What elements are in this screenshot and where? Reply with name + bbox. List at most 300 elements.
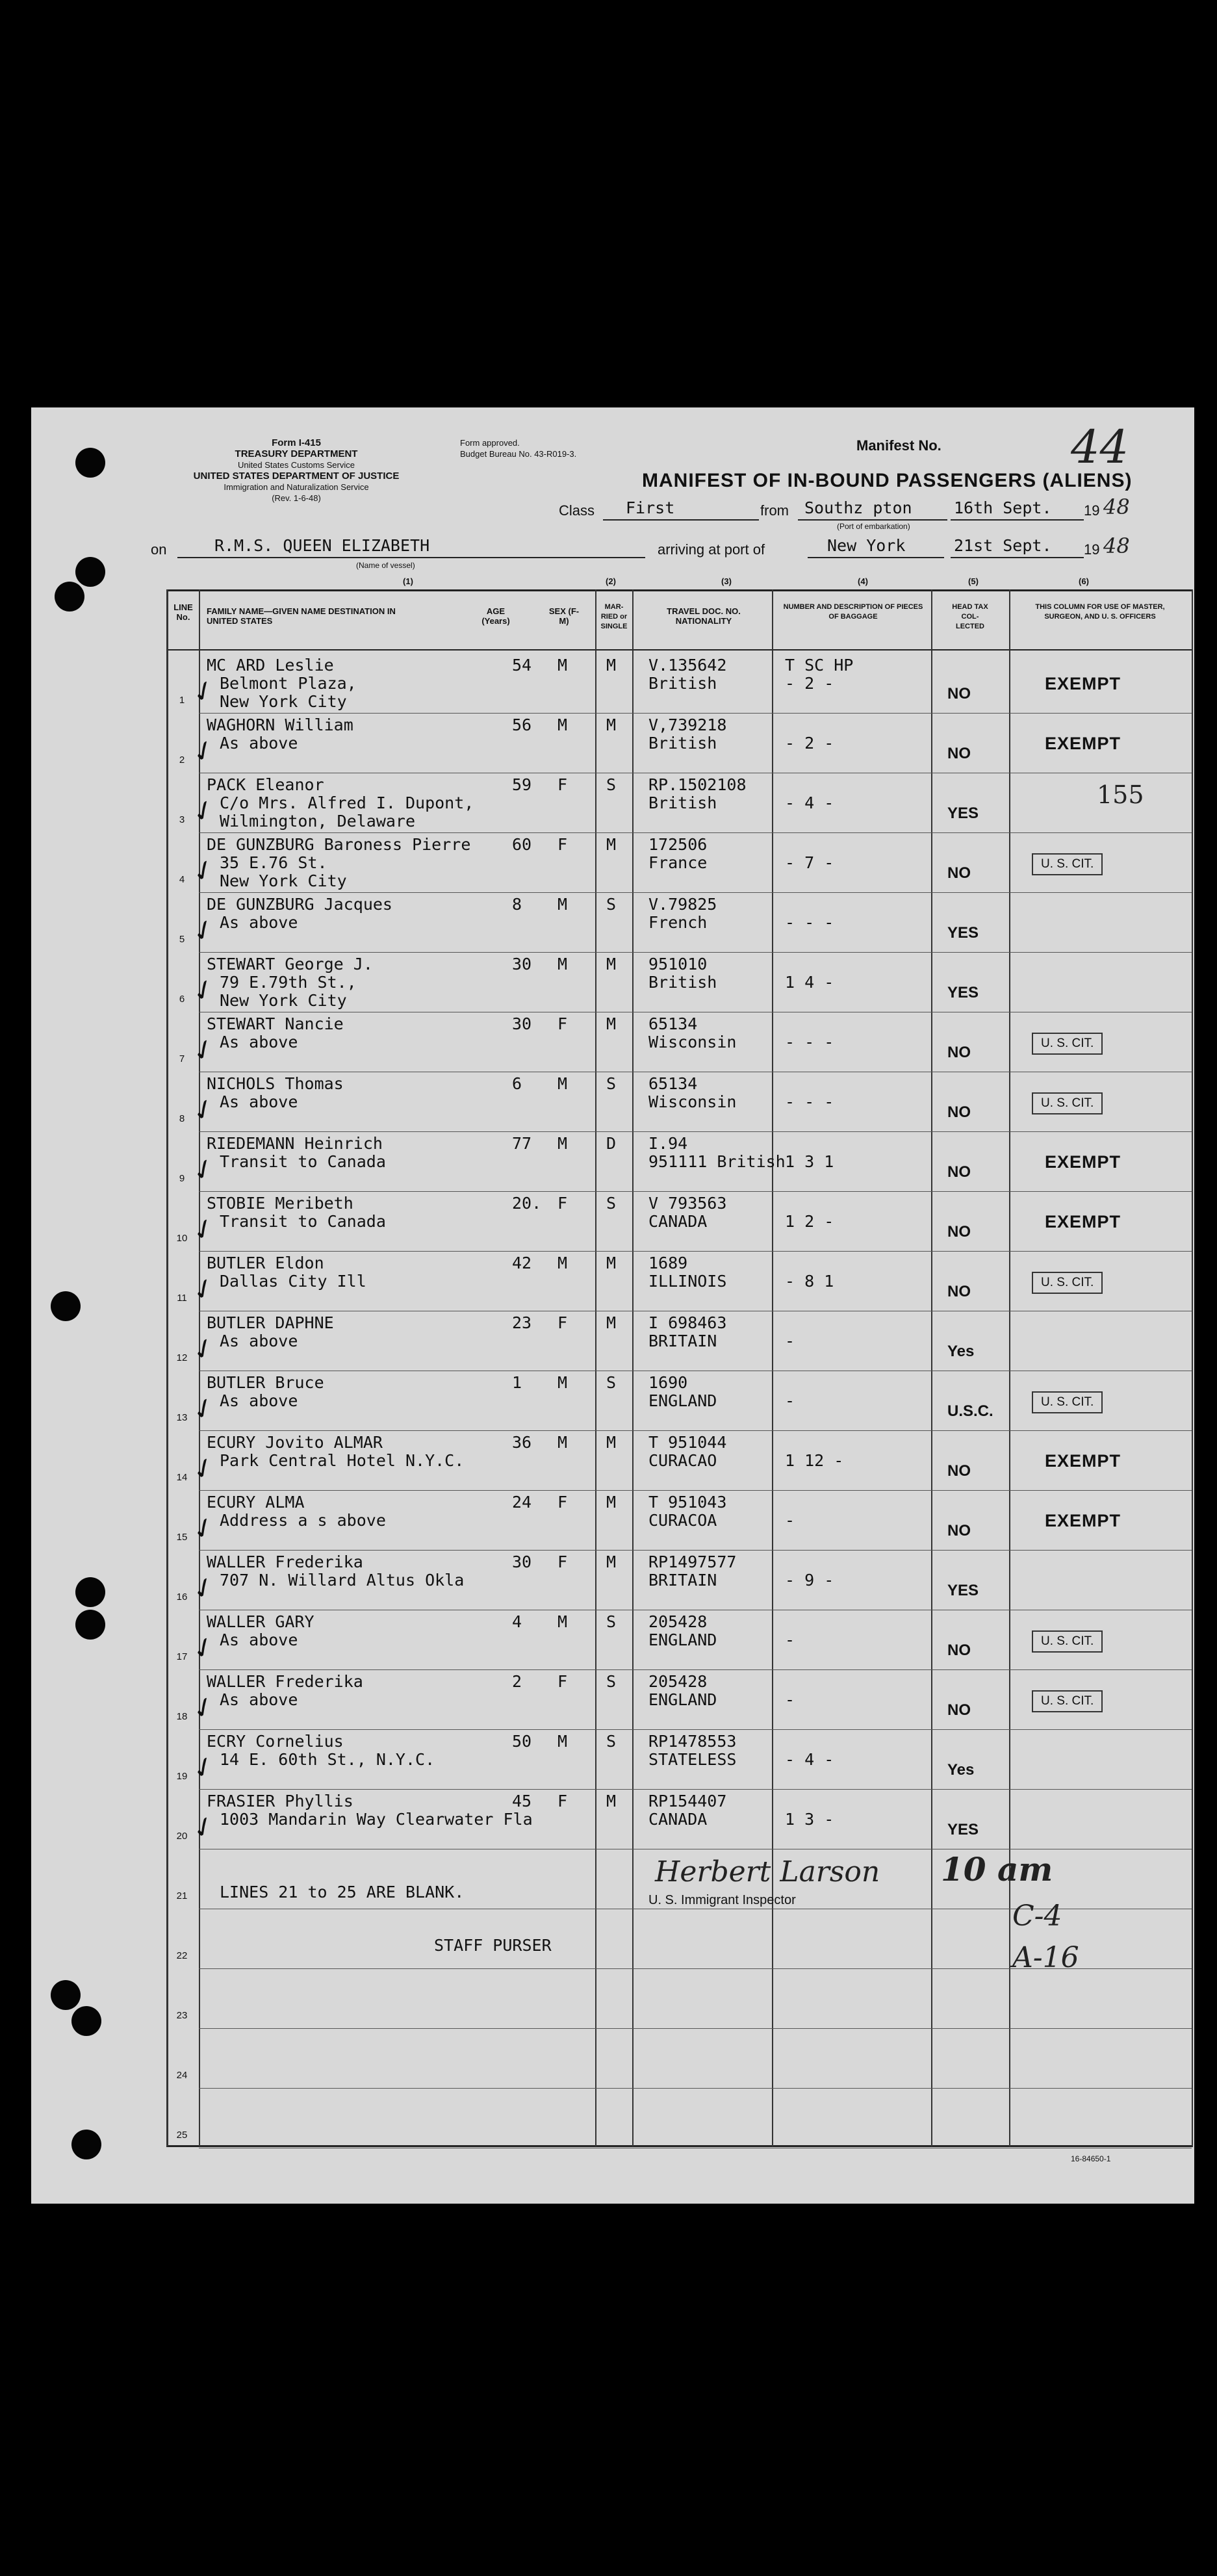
nationality: CURACAO bbox=[648, 1451, 717, 1470]
line-number: 12 bbox=[176, 1352, 188, 1363]
baggage-count: - bbox=[785, 1690, 795, 1709]
time-note: 10 am bbox=[941, 1850, 1053, 1888]
port-embark-label: (Port of embarkation) bbox=[837, 522, 910, 531]
sex: F bbox=[557, 1493, 568, 1512]
destination: Dallas City Ill bbox=[220, 1272, 366, 1291]
passenger-name: WALLER Frederika bbox=[207, 1552, 363, 1571]
line-number: 21 bbox=[176, 1890, 188, 1901]
age: 36 bbox=[512, 1433, 532, 1452]
nationality: Wisconsin bbox=[648, 1092, 737, 1111]
destination: 1003 Mandarin Way Clearwater Fla bbox=[220, 1810, 533, 1829]
sex: F bbox=[557, 1552, 568, 1571]
marital-status: M bbox=[606, 1433, 617, 1452]
travel-doc: 172506 bbox=[648, 835, 708, 854]
sex: F bbox=[557, 835, 568, 854]
line-number: 14 bbox=[176, 1472, 188, 1483]
nationality: Wisconsin bbox=[648, 1033, 737, 1051]
baggage-count: 1 12 - bbox=[785, 1451, 844, 1470]
form-agency-header bbox=[153, 437, 439, 504]
line-number: 5 bbox=[179, 934, 185, 945]
baggage-count: 1 2 - bbox=[785, 1212, 834, 1231]
age: 24 bbox=[512, 1493, 532, 1512]
departure-year: 48 bbox=[1103, 495, 1130, 519]
travel-doc: RP1478553 bbox=[648, 1732, 737, 1751]
head-tax: NO bbox=[947, 864, 971, 882]
destination: C/o Mrs. Alfred I. Dupont, bbox=[220, 793, 474, 812]
head-tax: NO bbox=[947, 1462, 971, 1480]
age: 6 bbox=[512, 1074, 522, 1093]
baggage-count: - 8 1 bbox=[785, 1272, 834, 1291]
marital-status: M bbox=[606, 715, 617, 734]
line-number: 20 bbox=[176, 1831, 188, 1842]
check-mark-icon: ✓ bbox=[186, 1148, 220, 1190]
destination: 707 N. Willard Altus Okla bbox=[220, 1571, 465, 1590]
marital-status: M bbox=[606, 656, 617, 675]
travel-doc: 65134 bbox=[648, 1074, 698, 1093]
sex: M bbox=[557, 1433, 568, 1452]
passenger-name: BUTLER Eldon bbox=[207, 1254, 324, 1272]
col-num-5: (5) bbox=[968, 576, 979, 586]
officer-note: U. S. CIT. bbox=[1032, 853, 1103, 875]
punch-hole bbox=[75, 448, 105, 478]
marital-status: M bbox=[606, 1493, 617, 1512]
check-mark-icon: ✓ bbox=[186, 1088, 220, 1130]
row-rule bbox=[199, 832, 1192, 833]
nationality: British bbox=[648, 734, 717, 753]
passenger-name: ECRY Cornelius bbox=[207, 1732, 344, 1751]
baggage-count: - 2 - bbox=[785, 734, 834, 753]
destination: As above bbox=[220, 1391, 298, 1410]
travel-doc: I.94 bbox=[648, 1134, 688, 1153]
destination-line2: New York City bbox=[220, 871, 347, 890]
manifest-number: 44 bbox=[1071, 420, 1129, 474]
age: 1 bbox=[512, 1373, 522, 1392]
destination: Park Central Hotel N.Y.C. bbox=[220, 1451, 465, 1470]
destination: 14 E. 60th St., N.Y.C. bbox=[220, 1750, 435, 1769]
table-row bbox=[31, 1491, 1194, 1551]
baggage-count: - - - bbox=[785, 1092, 834, 1111]
class-label: Class bbox=[559, 502, 595, 519]
marital-status: S bbox=[606, 1074, 617, 1093]
age: 54 bbox=[512, 656, 532, 675]
nationality: ENGLAND bbox=[648, 1690, 717, 1709]
age: 59 bbox=[512, 775, 532, 794]
sex: F bbox=[557, 1792, 568, 1810]
table-row bbox=[31, 1252, 1194, 1312]
line-number: 7 bbox=[179, 1053, 185, 1064]
sex: F bbox=[557, 1672, 568, 1691]
blank-lines-note: LINES 21 to 25 ARE BLANK. bbox=[220, 1883, 465, 1901]
sex: F bbox=[557, 775, 568, 794]
officer-note: U. S. CIT. bbox=[1032, 1092, 1103, 1114]
marital-status: S bbox=[606, 1612, 617, 1631]
line-number: 24 bbox=[176, 2070, 188, 2081]
sex: M bbox=[557, 895, 568, 914]
head-tax: Yes bbox=[947, 1343, 975, 1360]
head-tax: YES bbox=[947, 805, 979, 822]
manifest-no-label: Manifest No. bbox=[856, 437, 942, 454]
row-rule bbox=[199, 1669, 1192, 1670]
row-rule bbox=[199, 1729, 1192, 1730]
check-mark-icon: ✓ bbox=[186, 1507, 220, 1549]
head-tax: NO bbox=[947, 685, 971, 702]
line-number: 8 bbox=[179, 1113, 185, 1124]
check-mark-icon: ✓ bbox=[186, 1686, 220, 1728]
budget-bureau: Budget Bureau No. 43-R019-3. bbox=[460, 449, 577, 459]
travel-doc: V.135642 bbox=[648, 656, 727, 675]
age: 23 bbox=[512, 1313, 532, 1332]
table-header-rule bbox=[166, 649, 1193, 650]
baggage-count: - 9 - bbox=[785, 1571, 834, 1590]
travel-doc: T 951044 bbox=[648, 1433, 727, 1452]
line-number: 25 bbox=[176, 2130, 188, 2141]
table-row bbox=[31, 774, 1194, 834]
sex: F bbox=[557, 1014, 568, 1033]
head-tax: NO bbox=[947, 1283, 971, 1300]
col-num-3: (3) bbox=[721, 576, 732, 586]
baggage-count: - - - bbox=[785, 1033, 834, 1051]
passenger-name: ECURY Jovito ALMAR bbox=[207, 1433, 383, 1452]
row-rule bbox=[199, 1789, 1192, 1790]
destination: Belmont Plaza, bbox=[220, 674, 357, 693]
year-prefix: 19 bbox=[1084, 502, 1100, 519]
line-number: 9 bbox=[179, 1173, 185, 1184]
destination: Transit to Canada bbox=[220, 1152, 386, 1171]
head-tax: NO bbox=[947, 1522, 971, 1539]
sex: M bbox=[557, 1254, 568, 1272]
baggage-count: - - - bbox=[785, 913, 834, 932]
travel-doc: 65134 bbox=[648, 1014, 698, 1033]
check-mark-icon: ✓ bbox=[186, 1328, 220, 1369]
baggage-count: - 4 - bbox=[785, 1750, 834, 1769]
blank-row bbox=[31, 1970, 1194, 2029]
row-rule bbox=[199, 1550, 1192, 1551]
baggage-count: 1 4 - bbox=[785, 973, 834, 992]
age: 42 bbox=[512, 1254, 532, 1272]
age: 77 bbox=[512, 1134, 532, 1153]
row-rule bbox=[199, 892, 1192, 893]
form-approved: Form approved. bbox=[460, 438, 520, 448]
table-row bbox=[31, 1133, 1194, 1192]
treasury-dept: TREASURY DEPARTMENT bbox=[235, 448, 358, 459]
arrival-year: 48 bbox=[1103, 534, 1130, 558]
nationality: ENGLAND bbox=[648, 1630, 717, 1649]
destination: 79 E.79th St., bbox=[220, 973, 357, 992]
destination: 35 E.76 St. bbox=[220, 853, 327, 872]
punch-hole bbox=[75, 557, 105, 587]
head-tax: YES bbox=[947, 1821, 979, 1838]
ins-label: Immigration and Naturalization Service bbox=[224, 482, 369, 492]
head-tax: NO bbox=[947, 1642, 971, 1659]
line-number: 6 bbox=[179, 994, 185, 1005]
col-num-4: (4) bbox=[858, 576, 868, 586]
staff-purser-label: STAFF PURSER bbox=[434, 1936, 552, 1955]
line-number: 10 bbox=[176, 1233, 188, 1244]
table-row bbox=[31, 834, 1194, 894]
line-number: 1 bbox=[179, 695, 185, 706]
head-tax: NO bbox=[947, 1223, 971, 1241]
destination: As above bbox=[220, 734, 298, 753]
passenger-name: DE GUNZBURG Baroness Pierre bbox=[207, 835, 471, 854]
sex: M bbox=[557, 1134, 568, 1153]
manifest-sheet bbox=[31, 407, 1194, 2204]
check-mark-icon: ✓ bbox=[186, 1208, 220, 1250]
head-tax: YES bbox=[947, 1582, 979, 1599]
marital-status: M bbox=[606, 1014, 617, 1033]
nationality: BRITAIN bbox=[648, 1571, 717, 1590]
officer-note: EXEMPT bbox=[1045, 674, 1121, 693]
nationality: BRITAIN bbox=[648, 1332, 717, 1350]
table-row bbox=[31, 1551, 1194, 1611]
col-name: FAMILY NAME—GIVEN NAME DESTINATION IN UNITED STATES bbox=[207, 606, 396, 626]
passenger-name: STOBIE Meribeth bbox=[207, 1194, 353, 1213]
manifest-title: MANIFEST OF IN-BOUND PASSENGERS (ALIENS) bbox=[642, 470, 1133, 491]
line-number: 18 bbox=[176, 1711, 188, 1722]
line-number: 11 bbox=[177, 1293, 187, 1304]
check-mark-icon: ✓ bbox=[186, 849, 220, 891]
head-tax: NO bbox=[947, 1701, 971, 1719]
row-rule bbox=[199, 1490, 1192, 1491]
officer-note: U. S. CIT. bbox=[1032, 1690, 1103, 1712]
travel-doc: RP1497577 bbox=[648, 1552, 737, 1571]
check-mark-icon: ✓ bbox=[186, 1746, 220, 1788]
destination: As above bbox=[220, 913, 298, 932]
passenger-name: WAGHORN William bbox=[207, 715, 353, 734]
row-rule bbox=[199, 1131, 1192, 1132]
head-tax: U.S.C. bbox=[947, 1402, 993, 1420]
col-num-1: (1) bbox=[403, 576, 413, 586]
travel-doc: V,739218 bbox=[648, 715, 727, 734]
vessel-name-label: (Name of vessel) bbox=[356, 561, 415, 570]
passenger-name: WALLER GARY bbox=[207, 1612, 314, 1631]
table-row bbox=[31, 1432, 1194, 1491]
travel-doc: RP.1502108 bbox=[648, 775, 747, 794]
passenger-name: FRASIER Phyllis bbox=[207, 1792, 353, 1810]
nationality: 951111 British bbox=[648, 1152, 786, 1171]
col-line-no: LINE No. bbox=[173, 602, 193, 622]
age: 45 bbox=[512, 1792, 532, 1810]
head-tax: NO bbox=[947, 1103, 971, 1121]
check-mark-icon: ✓ bbox=[186, 670, 220, 712]
blank-row bbox=[31, 2029, 1194, 2089]
travel-doc: V.79825 bbox=[648, 895, 717, 914]
passenger-name: STEWART Nancie bbox=[207, 1014, 344, 1033]
age: 4 bbox=[512, 1612, 522, 1631]
nationality: STATELESS bbox=[648, 1750, 737, 1769]
destination-line2: New York City bbox=[220, 692, 347, 711]
col-baggage: NUMBER AND DESCRIPTION OF PIECES OF BAGGAGE bbox=[783, 603, 923, 621]
from-port: Southz pton bbox=[804, 498, 912, 517]
table-row bbox=[31, 654, 1194, 714]
travel-doc: RP154407 bbox=[648, 1792, 727, 1810]
officer-note: EXEMPT bbox=[1045, 1152, 1121, 1172]
age: 50 bbox=[512, 1732, 532, 1751]
marital-status: S bbox=[606, 1672, 617, 1691]
col-head-tax: HEAD TAX COL-LECTED bbox=[952, 603, 988, 630]
marital-status: D bbox=[606, 1134, 617, 1153]
table-top-rule bbox=[166, 589, 1193, 591]
col-married: MAR-RIED or SINGLE bbox=[600, 603, 628, 630]
sex: M bbox=[557, 955, 568, 973]
line-number: 22 bbox=[176, 1950, 188, 1961]
marital-status: S bbox=[606, 895, 617, 914]
age: 8 bbox=[512, 895, 522, 914]
nationality: British bbox=[648, 973, 717, 992]
destination: As above bbox=[220, 1630, 298, 1649]
marital-status: M bbox=[606, 1313, 617, 1332]
table-row bbox=[31, 953, 1194, 1013]
inspector-signature: Herbert Larson bbox=[655, 1855, 880, 1888]
col-travel-doc: TRAVEL DOC. NO. NATIONALITY bbox=[667, 606, 741, 626]
check-mark-icon: ✓ bbox=[186, 790, 220, 831]
age: 2 bbox=[512, 1672, 522, 1691]
officer-note: 155 bbox=[1097, 780, 1144, 809]
head-tax: NO bbox=[947, 1044, 971, 1061]
sex: M bbox=[557, 1732, 568, 1751]
table-row bbox=[31, 1073, 1194, 1133]
row-rule bbox=[199, 1251, 1192, 1252]
row-rule bbox=[199, 2088, 1192, 2089]
baggage-count: 1 3 - bbox=[785, 1810, 834, 1829]
destination: As above bbox=[220, 1332, 298, 1350]
destination: Transit to Canada bbox=[220, 1212, 386, 1231]
vessel-name: R.M.S. QUEEN ELIZABETH bbox=[214, 536, 430, 555]
table-row bbox=[31, 1611, 1194, 1671]
check-mark-icon: ✓ bbox=[186, 969, 220, 1011]
destination: Address a s above bbox=[220, 1511, 386, 1530]
from-label: from bbox=[760, 502, 789, 519]
head-tax: NO bbox=[947, 1163, 971, 1181]
sex: M bbox=[557, 1373, 568, 1392]
table-row bbox=[31, 1671, 1194, 1731]
officer-note: U. S. CIT. bbox=[1032, 1272, 1103, 1294]
sex: M bbox=[557, 715, 568, 734]
check-mark-icon: ✓ bbox=[186, 1268, 220, 1309]
check-mark-icon: ✓ bbox=[186, 730, 220, 771]
officer-note: EXEMPT bbox=[1045, 1451, 1121, 1471]
table-row bbox=[31, 1790, 1194, 1850]
col-num-2: (2) bbox=[606, 576, 616, 586]
head-tax: YES bbox=[947, 924, 979, 942]
passenger-name: BUTLER DAPHNE bbox=[207, 1313, 334, 1332]
sex: M bbox=[557, 1074, 568, 1093]
age: 60 bbox=[512, 835, 532, 854]
punch-hole bbox=[55, 582, 84, 612]
check-mark-icon: ✓ bbox=[186, 1806, 220, 1848]
row-rule bbox=[199, 2028, 1192, 2029]
doj-label: UNITED STATES DEPARTMENT OF JUSTICE bbox=[193, 470, 400, 482]
line-number: 19 bbox=[176, 1771, 188, 1782]
row-rule bbox=[199, 952, 1192, 953]
marital-status: S bbox=[606, 1194, 617, 1213]
col-num-6: (6) bbox=[1079, 576, 1089, 586]
table-row bbox=[31, 1192, 1194, 1252]
marital-status: M bbox=[606, 835, 617, 854]
nationality: France bbox=[648, 853, 708, 872]
col-sex: SEX (F-M) bbox=[548, 606, 580, 626]
note-c4: C-4 bbox=[1012, 1900, 1062, 1933]
marital-status: S bbox=[606, 1373, 617, 1392]
baggage-count: - 7 - bbox=[785, 853, 834, 872]
inspector-label: U. S. Immigrant Inspector bbox=[648, 1893, 796, 1907]
destination: As above bbox=[220, 1690, 298, 1709]
age: 30 bbox=[512, 955, 532, 973]
footer-code: 16-84650-1 bbox=[1071, 2154, 1111, 2163]
passenger-name: PACK Eleanor bbox=[207, 775, 324, 794]
officer-note: U. S. CIT. bbox=[1032, 1391, 1103, 1413]
nationality: British bbox=[648, 793, 717, 812]
arrival-port: New York bbox=[827, 536, 906, 555]
age: 20. bbox=[512, 1194, 542, 1213]
travel-doc: 1690 bbox=[648, 1373, 688, 1392]
travel-doc: 951010 bbox=[648, 955, 708, 973]
passenger-name: NICHOLS Thomas bbox=[207, 1074, 344, 1093]
line-number: 4 bbox=[179, 874, 185, 885]
marital-status: M bbox=[606, 955, 617, 973]
nationality: French bbox=[648, 913, 708, 932]
year-prefix-arrival: 19 bbox=[1084, 541, 1100, 558]
travel-doc: V 793563 bbox=[648, 1194, 727, 1213]
baggage-head: T SC HP bbox=[785, 656, 854, 675]
destination: As above bbox=[220, 1033, 298, 1051]
officer-note: U. S. CIT. bbox=[1032, 1630, 1103, 1653]
table-row bbox=[31, 894, 1194, 953]
line-number: 13 bbox=[176, 1412, 188, 1423]
age: 56 bbox=[512, 715, 532, 734]
blank-row bbox=[31, 2089, 1194, 2149]
note-a16: A-16 bbox=[1012, 1941, 1079, 1974]
officer-note: EXEMPT bbox=[1045, 1212, 1121, 1231]
nationality: CANADA bbox=[648, 1212, 708, 1231]
line-number: 16 bbox=[176, 1591, 188, 1603]
col-age: AGE (Years) bbox=[481, 606, 510, 626]
nationality: CURACOA bbox=[648, 1511, 717, 1530]
passenger-name: ECURY ALMA bbox=[207, 1493, 305, 1512]
passenger-name: STEWART George J. bbox=[207, 955, 373, 973]
nationality: ENGLAND bbox=[648, 1391, 717, 1410]
departure-date: 16th Sept. bbox=[954, 498, 1052, 517]
officer-note: EXEMPT bbox=[1045, 734, 1121, 753]
destination: As above bbox=[220, 1092, 298, 1111]
check-mark-icon: ✓ bbox=[186, 1387, 220, 1429]
baggage-count: - 2 - bbox=[785, 674, 834, 693]
passenger-name: DE GUNZBURG Jacques bbox=[207, 895, 392, 914]
line-number: 3 bbox=[179, 814, 185, 825]
marital-status: S bbox=[606, 775, 617, 794]
travel-doc: 205428 bbox=[648, 1612, 708, 1631]
nationality: CANADA bbox=[648, 1810, 708, 1829]
check-mark-icon: ✓ bbox=[186, 909, 220, 951]
check-mark-icon: ✓ bbox=[186, 1567, 220, 1608]
baggage-count: - bbox=[785, 1630, 795, 1649]
sex: F bbox=[557, 1313, 568, 1332]
age: 30 bbox=[512, 1014, 532, 1033]
head-tax: YES bbox=[947, 984, 979, 1001]
class-value: First bbox=[626, 498, 675, 517]
table-row bbox=[31, 1731, 1194, 1790]
officer-note: EXEMPT bbox=[1045, 1511, 1121, 1530]
passenger-name: BUTLER Bruce bbox=[207, 1373, 324, 1392]
line-number: 15 bbox=[176, 1532, 188, 1543]
arrival-date: 21st Sept. bbox=[954, 536, 1052, 555]
passenger-name: WALLER Frederika bbox=[207, 1672, 363, 1691]
row-rule bbox=[199, 1191, 1192, 1192]
travel-doc: 205428 bbox=[648, 1672, 708, 1691]
destination-line2: Wilmington, Delaware bbox=[220, 812, 416, 831]
revision-label: (Rev. 1-6-48) bbox=[272, 493, 321, 503]
form-approval bbox=[460, 437, 674, 459]
check-mark-icon: ✓ bbox=[186, 1029, 220, 1070]
